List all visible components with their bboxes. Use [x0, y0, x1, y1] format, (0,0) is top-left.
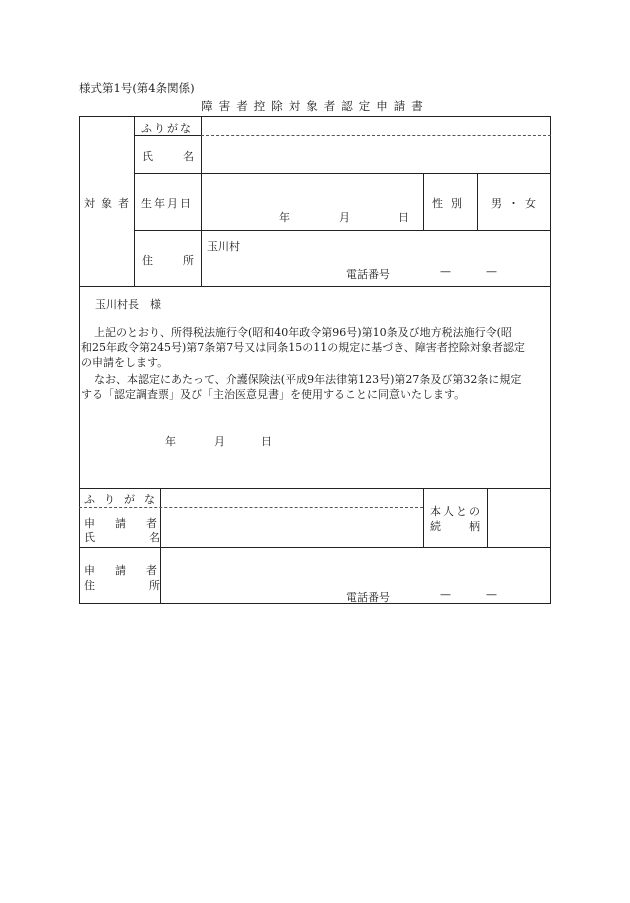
- subject-sex-label: 性別: [432, 197, 470, 210]
- subject-name-label: 氏名: [142, 150, 224, 163]
- date-day-label: 日: [261, 435, 272, 448]
- subject-furigana-field[interactable]: [203, 117, 549, 134]
- applicant-phone-sep-1: —: [440, 588, 451, 601]
- subject-address-label: 住所: [142, 254, 224, 267]
- form-number: 様式第1号(第4条関係): [79, 81, 195, 95]
- divider: [79, 286, 551, 287]
- form-title: 障害者控除対象者認定申請書: [201, 99, 429, 113]
- addressee: 玉川村長 様: [95, 298, 161, 311]
- subject-section-label: 対象者: [84, 197, 135, 210]
- applicant-address-field[interactable]: [162, 549, 549, 587]
- subject-address-prefix: 玉川村: [207, 240, 240, 253]
- birth-day-label: 日: [398, 211, 409, 224]
- subject-name-field[interactable]: [203, 137, 549, 172]
- divider: [79, 547, 551, 548]
- applicant-name-field[interactable]: [162, 509, 421, 546]
- subject-sex-options[interactable]: 男・女: [491, 197, 542, 210]
- paragraph-1-line-1: 上記のとおり、所得税法施行令(昭和40年政令第96号)第10条及び地方税法施行令(昭: [94, 326, 512, 339]
- applicant-address-label-bottom: 住所: [84, 579, 214, 592]
- applicant-furigana-label: ふりがな: [84, 493, 164, 506]
- divider: [134, 230, 551, 231]
- paragraph-1-line-3: の申請をします。: [81, 356, 169, 369]
- divider: [423, 173, 424, 230]
- birth-year-label: 年: [279, 211, 290, 224]
- paragraph-2-line-1: なお、本認定にあたって、介護保険法(平成9年法律第123号)第27条及び第32条に規定: [94, 373, 522, 386]
- subject-phone-sep-1: —: [440, 265, 451, 278]
- applicant-name-label-top: 申請者: [84, 517, 177, 530]
- date-month-label: 月: [214, 435, 225, 448]
- applicant-name-label-bottom: 氏名: [84, 531, 214, 544]
- paragraph-2-line-2: する「認定調査票」及び「主治医意見書」を使用することに同意いたします。: [81, 388, 466, 401]
- subject-birthdate-label: 生年月日: [141, 197, 193, 210]
- paragraph-1-line-2: 和25年政令第245号)第7条第7号又は同条15の11の規定に基づき、障害者控除対象者認定: [81, 341, 525, 354]
- relation-field[interactable]: [489, 489, 549, 546]
- applicant-address-label-top: 申請者: [84, 564, 177, 577]
- subject-phone-sep-2: —: [486, 265, 497, 278]
- applicant-phone-label: 電話番号: [346, 591, 390, 604]
- divider: [477, 173, 478, 230]
- relation-label-top: 本人との: [430, 505, 482, 518]
- applicant-furigana-field[interactable]: [162, 489, 421, 506]
- divider: [134, 173, 551, 174]
- birth-month-label: 月: [339, 211, 350, 224]
- divider: [201, 135, 551, 136]
- subject-phone-label: 電話番号: [346, 268, 390, 281]
- relation-label-bottom: 続柄: [430, 520, 508, 533]
- divider: [79, 507, 423, 508]
- applicant-phone-sep-2: —: [486, 588, 497, 601]
- subject-furigana-label: ふりがな: [141, 122, 193, 135]
- date-year-label: 年: [165, 435, 176, 448]
- divider: [423, 488, 424, 547]
